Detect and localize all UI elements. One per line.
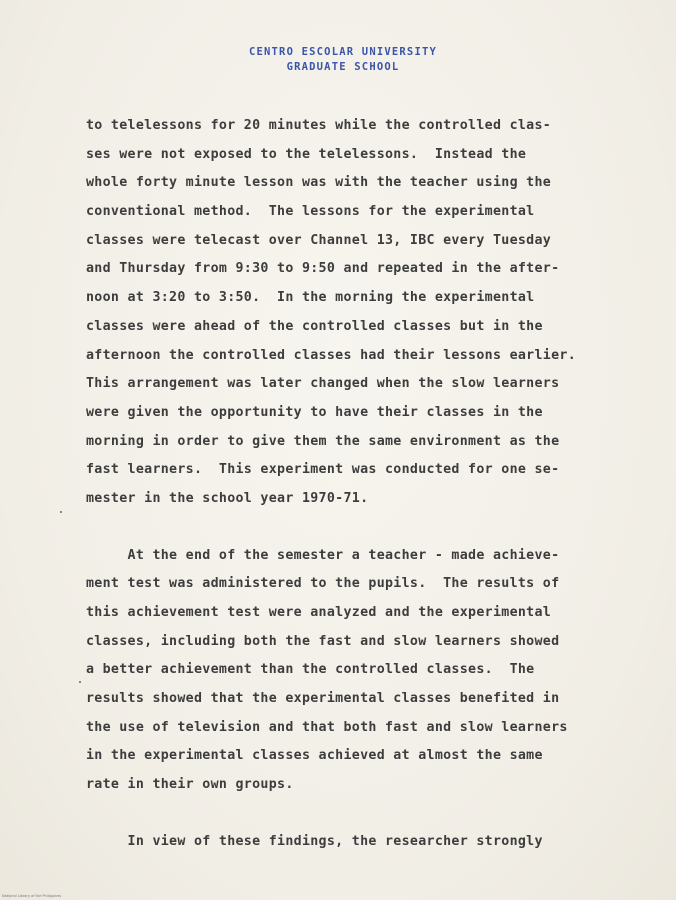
paragraph-gap xyxy=(86,514,626,542)
footer-credit: National Library of the Philippines xyxy=(2,894,62,898)
text-line: noon at 3:20 to 3:50. In the morning the experimental xyxy=(86,290,535,306)
text-line: classes, including both the fast and slow learners showed xyxy=(86,633,560,649)
text-line: a better achievement than the controlled classes. The xyxy=(86,662,535,678)
text-line: in the experimental classes achieved at almost the same xyxy=(86,748,543,764)
letterhead-university: CENTRO ESCOLAR UNIVERSITY xyxy=(248,46,438,58)
paper-speck xyxy=(60,511,62,513)
text-line: mester in the school year 1970-71. xyxy=(86,490,369,506)
text-line: to telelessons for 20 minutes while the controlled clas- xyxy=(86,118,552,133)
text-line: At the end of the semester a teacher - made achieve- xyxy=(86,547,560,563)
paragraph-gap xyxy=(86,800,626,828)
text-line: morning in order to give them the same environment as the xyxy=(86,433,560,449)
paragraph-2 xyxy=(86,542,626,800)
text-line: classes were telecast over Channel 13, IBC every Tuesday xyxy=(86,232,552,248)
text-line: this achievement test were analyzed and the experimental xyxy=(86,605,552,620)
text-line: classes were ahead of the controlled classes but in the xyxy=(86,318,543,334)
paper-speck xyxy=(79,681,81,683)
text-line: This arrangement was later changed when the slow learners xyxy=(86,376,560,392)
paragraph-1 xyxy=(86,112,626,514)
paragraph-3 xyxy=(86,828,626,857)
letterhead xyxy=(0,45,676,75)
letterhead-school: GRADUATE SCHOOL xyxy=(286,61,400,73)
text-line: afternoon the controlled classes had their lessons earlier. xyxy=(86,347,577,363)
text-line: ses were not exposed to the telelessons. Instead the xyxy=(86,146,527,162)
text-line: rate in their own groups. xyxy=(86,777,294,793)
text-line: and Thursday from 9:30 to 9:50 and repeated in the after- xyxy=(86,261,560,277)
text-line: were given the opportunity to have their classes in the xyxy=(86,404,543,420)
text-line: ment test was administered to the pupils. The results of xyxy=(86,576,560,592)
text-line: whole forty minute lesson was with the teacher using the xyxy=(86,175,552,191)
text-line: conventional method. The lessons for the experimental xyxy=(86,204,535,220)
text-line: fast learners. This experiment was conducted for one se- xyxy=(86,462,560,478)
text-line: results showed that the experimental classes benefited in xyxy=(86,691,560,707)
text-line: the use of television and that both fast and slow learners xyxy=(86,719,568,735)
text-line: In view of these findings, the researcher strongly xyxy=(86,833,543,849)
body-text xyxy=(86,112,626,857)
